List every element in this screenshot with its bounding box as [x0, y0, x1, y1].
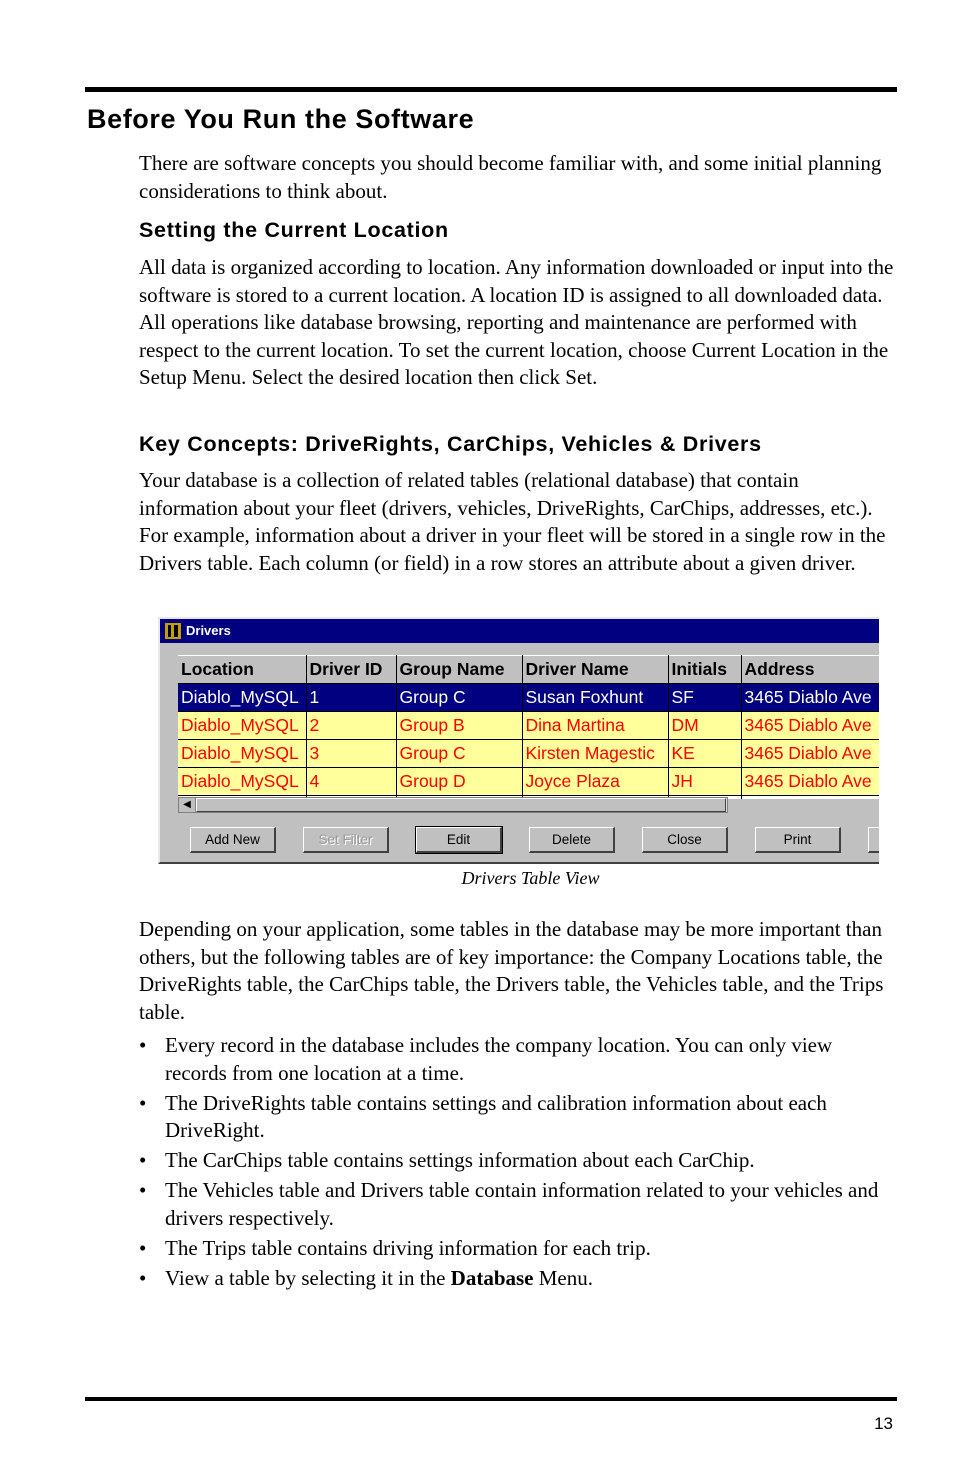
bullet-icon: • — [139, 1033, 147, 1057]
table-cell[interactable]: Diablo_MySQL — [178, 768, 306, 796]
drivers-window-screenshot — [158, 617, 879, 864]
add-new-button[interactable]: Add New — [190, 827, 276, 853]
table-header-row — [178, 656, 879, 684]
section-heading-key-concepts: Key Concepts: DriveRights, CarChips, Vehicles & Drivers — [139, 432, 762, 456]
table-cell[interactable]: Group B — [396, 712, 522, 740]
list-item-text: The DriveRights table contains settings and calibration information about each DriveRight. — [165, 1090, 827, 1143]
window-title-bar — [160, 619, 879, 643]
partial-button[interactable] — [868, 827, 879, 853]
table-cell[interactable]: 4 — [306, 768, 396, 796]
current-location-paragraph: All data is organized according to location. Any information downloaded or input into the software is stored to a current location. A location ID is assigned to all downloaded data. All operations like database browsing, reporting and maintenance are performed with respect to the current location. To set the current location, choose Current Location in the Setup Menu. Select the desired location then click Set. — [139, 255, 894, 390]
edit-button[interactable]: Edit — [416, 827, 502, 853]
key-concepts-paragraph: Your database is a collection of related tables (relational database) that contain information about your fleet (drivers, vehicles, DriveRights, CarChips, addresses, etc.). For example, information about a driver in your fleet will be stored in a single row in the Drivers table. Each column (or field) in a row stores an attribute about a given driver. — [139, 468, 886, 575]
top-rule — [85, 87, 897, 92]
table-cell[interactable]: 1 — [306, 684, 396, 712]
section-heading-current-location: Setting the Current Location — [139, 218, 449, 242]
table-row[interactable] — [178, 712, 879, 740]
database-menu-name: Database — [450, 1266, 534, 1291]
bullet-icon: • — [139, 1148, 147, 1173]
set-filter-button[interactable]: Set Filter — [303, 827, 389, 853]
horizontal-scrollbar[interactable] — [178, 797, 728, 813]
list-item — [139, 1235, 899, 1263]
intro-paragraph: There are software concepts you should become familiar with, and some initial planning considerations to think about. — [139, 151, 882, 203]
drivers-table — [178, 655, 879, 799]
list-item — [139, 1147, 899, 1175]
table-cell[interactable]: Susan Foxhunt — [522, 684, 668, 712]
table-cell[interactable]: Group C — [396, 740, 522, 768]
list-item-text-before: View a table by selecting it in the — [165, 1266, 451, 1291]
column-header-address[interactable]: Address — [741, 656, 879, 684]
delete-button[interactable]: Delete — [529, 827, 615, 853]
bottom-rule — [85, 1397, 897, 1401]
table-cell[interactable]: Diablo_MySQL — [178, 740, 306, 768]
column-header-group-name[interactable]: Group Name — [396, 656, 522, 684]
app-icon — [165, 623, 181, 639]
list-item-text: The CarChips table contains settings information about each CarChip. — [165, 1148, 755, 1173]
bullet-icon: • — [139, 1178, 147, 1203]
list-item-text-after: Menu. — [533, 1266, 593, 1291]
table-cell[interactable]: 3 — [306, 740, 396, 768]
window-title: Drivers — [186, 623, 231, 638]
column-header-location[interactable]: Location — [178, 656, 306, 684]
table-cell[interactable]: SF — [668, 684, 741, 712]
list-item-text: The Vehicles table and Drivers table contain information related to your vehicles and drivers respectively. — [165, 1178, 879, 1231]
table-cell[interactable]: KE — [668, 740, 741, 768]
table-cell[interactable]: 3465 Diablo Ave — [741, 712, 879, 740]
table-cell[interactable]: Kirsten Magestic — [522, 740, 668, 768]
table-cell[interactable]: Group C — [396, 684, 522, 712]
list-item-text: Every record in the database includes the company location. You can only view records from one location at a time. — [165, 1033, 833, 1085]
table-cell[interactable]: 3465 Diablo Ave — [741, 768, 879, 796]
column-header-driver-name[interactable]: Driver Name — [522, 656, 668, 684]
close-button[interactable]: Close — [642, 827, 728, 853]
table-cell[interactable]: 3465 Diablo Ave — [741, 684, 879, 712]
table-cell[interactable]: 2 — [306, 712, 396, 740]
table-cell[interactable]: Group D — [396, 768, 522, 796]
key-tables-paragraph: Depending on your application, some tables in the database may be more important than others, but the following tables are of key importance: the Company Locations table, the DriveRights table, the CarChips table, the Drivers table, the Vehicles table, and the Trips table. — [139, 917, 884, 1024]
print-button[interactable]: Print — [755, 827, 841, 853]
list-item — [139, 1032, 899, 1087]
table-cell-empty — [741, 796, 879, 800]
table-cell[interactable]: JH — [668, 768, 741, 796]
list-item — [139, 1265, 899, 1293]
bullet-icon: • — [139, 1266, 147, 1291]
scrollbar-thumb[interactable] — [196, 798, 726, 812]
table-cell[interactable]: Diablo_MySQL — [178, 712, 306, 740]
scroll-left-arrow-icon[interactable]: ◀ — [179, 798, 196, 812]
list-item — [139, 1177, 899, 1232]
bullet-list — [139, 1032, 899, 1295]
table-cell[interactable]: DM — [668, 712, 741, 740]
list-item — [139, 1090, 899, 1145]
table-cell[interactable]: Joyce Plaza — [522, 768, 668, 796]
table-cell[interactable]: 3465 Diablo Ave — [741, 740, 879, 768]
table-cell[interactable]: Dina Martina — [522, 712, 668, 740]
list-item-text: The Trips table contains driving information for each trip. — [165, 1236, 651, 1261]
table-row[interactable] — [178, 740, 879, 768]
bullet-icon: • — [139, 1090, 147, 1115]
bullet-icon: • — [139, 1236, 147, 1261]
page-title: Before You Run the Software — [87, 104, 475, 134]
figure-caption: Drivers Table View — [461, 868, 600, 888]
table-cell[interactable]: Diablo_MySQL — [178, 684, 306, 712]
table-row-selected[interactable] — [178, 684, 879, 712]
column-header-driver-id[interactable]: Driver ID — [306, 656, 396, 684]
column-header-initials[interactable]: Initials — [668, 656, 741, 684]
page-number: 13 — [874, 1414, 893, 1433]
table-row[interactable] — [178, 768, 879, 796]
